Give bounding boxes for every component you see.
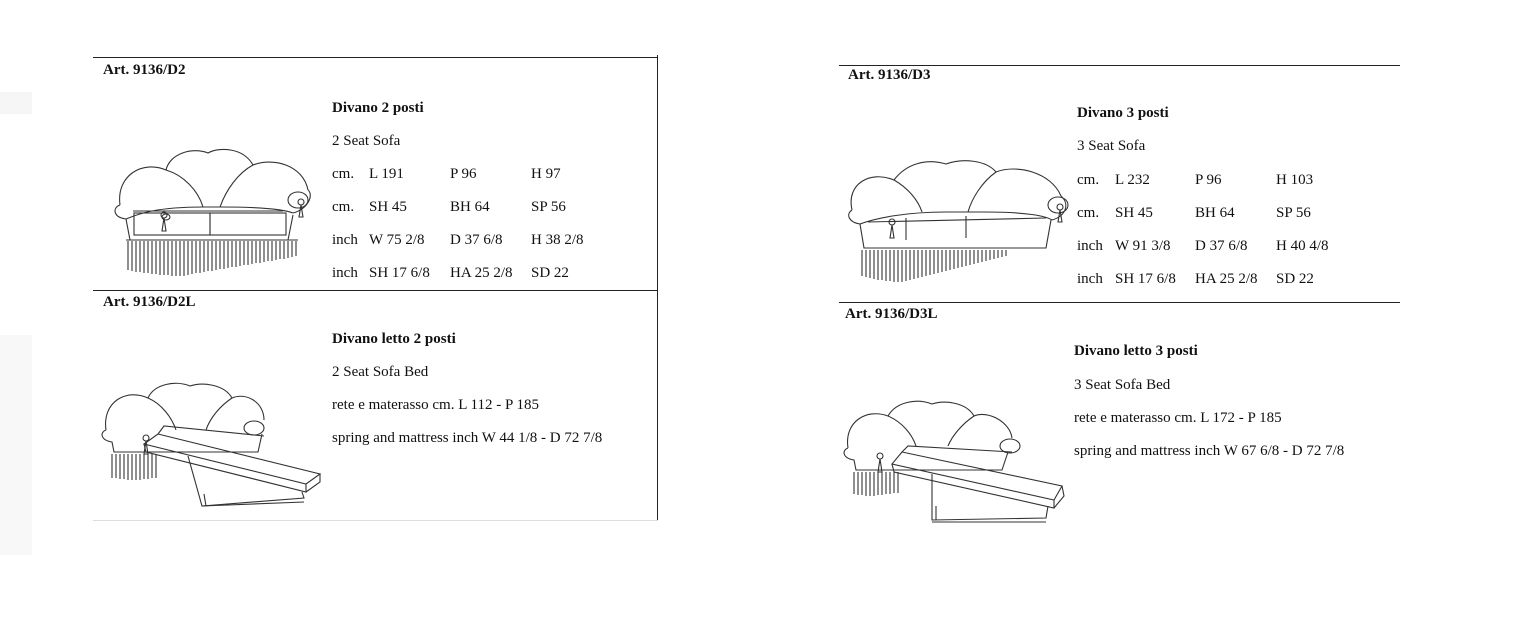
d2-row4-unit: inch [332, 265, 358, 281]
d2-row1-col1: L 191 [369, 166, 404, 182]
two-seat-sofa-bed-drawing [98, 382, 326, 512]
left-card-right-border [657, 55, 658, 521]
sofa-fringe [128, 241, 296, 276]
d3-row1-col1: L 232 [1115, 172, 1150, 188]
d3-row1-col2: P 96 [1195, 172, 1222, 188]
d3-row4-col2: HA 25 2/8 [1195, 271, 1258, 287]
d2-row2-unit: cm. [332, 199, 355, 215]
three-seat-sofa-bed-drawing [842, 402, 1068, 526]
d3-article-code: Art. 9136/D3 [848, 67, 931, 83]
d2-row2-col2: BH 64 [450, 199, 490, 215]
d2-row1-col3: H 97 [531, 166, 561, 182]
d3-row2-col2: BH 64 [1195, 205, 1235, 221]
d2l-article-code: Art. 9136/D2L [103, 294, 196, 310]
d3-row4-col3: SD 22 [1276, 271, 1314, 287]
d3l-mattress-inch: spring and mattress inch W 67 6/8 - D 72 7/8 [1074, 443, 1345, 459]
sofa-bed-fringe [112, 454, 156, 480]
d2-row1-unit: cm. [332, 166, 355, 182]
d2l-mattress-cm: rete e materasso cm. L 112 - P 185 [332, 397, 540, 413]
d3-subtitle: 3 Seat Sofa [1077, 138, 1146, 154]
d3-row2-unit: cm. [1077, 205, 1100, 221]
d3l-subtitle: 3 Seat Sofa Bed [1074, 377, 1171, 393]
d2-top-rule [93, 57, 658, 58]
d3-row3-col2: D 37 6/8 [1195, 238, 1248, 254]
d2-article-code: Art. 9136/D2 [103, 62, 186, 78]
d3-title: Divano 3 posti [1077, 105, 1169, 121]
d2-bottom-rule [93, 290, 658, 291]
d2l-title: Divano letto 2 posti [332, 331, 456, 347]
d3-row2-col3: SP 56 [1276, 205, 1311, 221]
two-seat-sofa-drawing [108, 145, 316, 280]
d3-row1-unit: cm. [1077, 172, 1100, 188]
d2-row3-unit: inch [332, 232, 358, 248]
sofa3-bed-fringe [854, 472, 898, 496]
d3-row4-col1: SH 17 6/8 [1115, 271, 1176, 287]
d2l-mattress-inch: spring and mattress inch W 44 1/8 - D 72 7/8 [332, 430, 603, 446]
d2-title: Divano 2 posti [332, 100, 424, 116]
d2-row4-col2: HA 25 2/8 [450, 265, 513, 281]
d3l-title: Divano letto 3 posti [1074, 343, 1198, 359]
d2-row4-col1: SH 17 6/8 [369, 265, 430, 281]
d2-row3-col3: H 38 2/8 [531, 232, 584, 248]
d2-row4-col3: SD 22 [531, 265, 569, 281]
d2-row2-col3: SP 56 [531, 199, 566, 215]
three-seat-sofa-drawing [846, 160, 1072, 286]
d2-row1-col2: P 96 [450, 166, 477, 182]
page-edge-shade-bottom [0, 335, 32, 555]
d3-row3-col1: W 91 3/8 [1115, 238, 1171, 254]
d3-row3-col3: H 40 4/8 [1276, 238, 1329, 254]
sofa3-fringe [862, 250, 1006, 282]
d2l-bottom-rule [93, 520, 658, 521]
d2-subtitle: 2 Seat Sofa [332, 133, 401, 149]
d3-row3-unit: inch [1077, 238, 1103, 254]
d3-row1-col3: H 103 [1276, 172, 1314, 188]
page-edge-shade-top [0, 92, 32, 114]
d3l-mattress-cm: rete e materasso cm. L 172 - P 185 [1074, 410, 1282, 426]
d2-row3-col2: D 37 6/8 [450, 232, 503, 248]
d2-row3-col1: W 75 2/8 [369, 232, 425, 248]
d2l-subtitle: 2 Seat Sofa Bed [332, 364, 429, 380]
d3-bottom-rule [839, 302, 1400, 303]
d2-row2-col1: SH 45 [369, 199, 407, 215]
d3-top-rule [839, 65, 1400, 66]
d3l-article-code: Art. 9136/D3L [845, 306, 938, 322]
d3-row2-col1: SH 45 [1115, 205, 1153, 221]
d3-row4-unit: inch [1077, 271, 1103, 287]
